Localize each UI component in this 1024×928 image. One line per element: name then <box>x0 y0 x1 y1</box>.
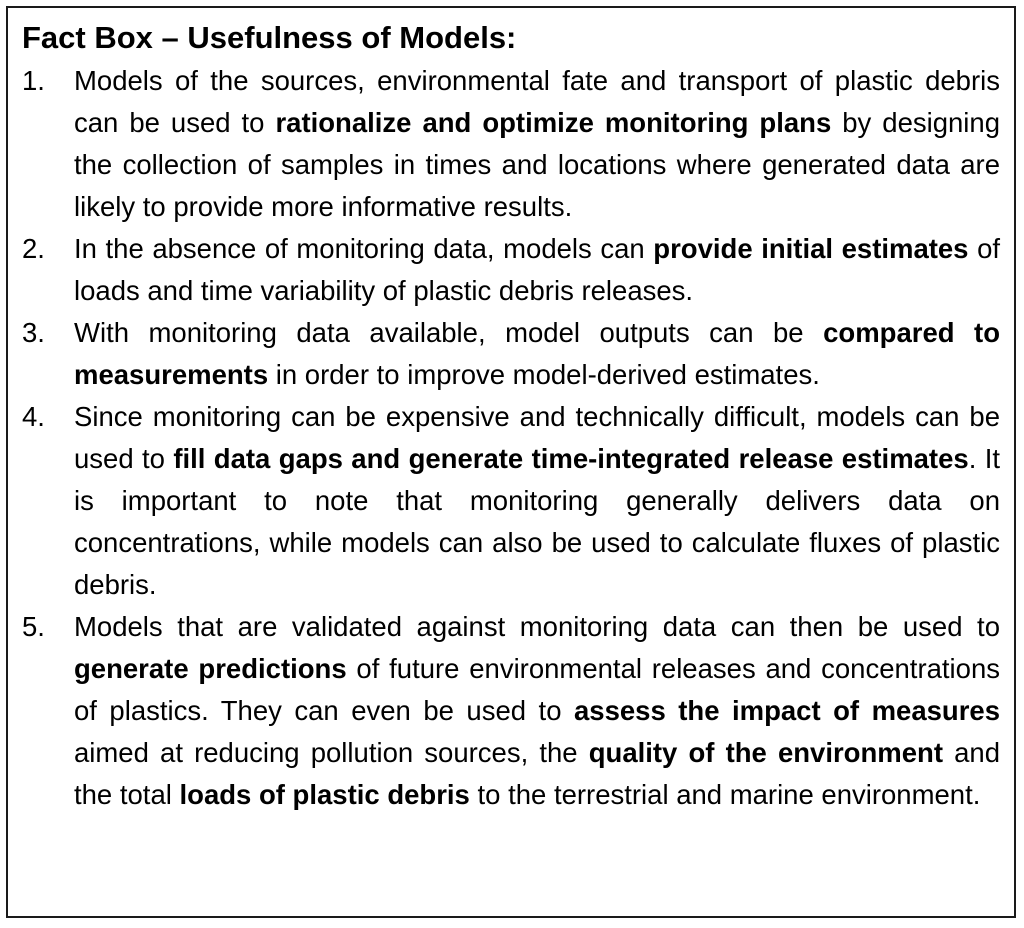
item-number: 4. <box>22 401 45 432</box>
list-item-4 <box>22 396 1000 606</box>
item-text-bold: quality of the environment <box>588 737 943 768</box>
item-number: 5. <box>22 611 45 642</box>
item-text: by designing the collection of samples in times and locations where generated data are likely to provide more informative results. <box>74 107 1001 222</box>
list-item-3 <box>22 312 1000 396</box>
item-text: aimed at reducing pollution sources, the <box>74 737 589 768</box>
item-text: of future environmental releases and concentrations of plastics. They can even be used to <box>74 653 1000 726</box>
fact-box <box>6 6 1016 918</box>
list-item-1 <box>22 60 1000 228</box>
item-text-bold: assess the impact of measures <box>574 695 1001 726</box>
item-text: to the terrestrial and marine environment. <box>469 779 981 810</box>
item-text: . It is important to note that monitoring generally delivers data on concentrations, while models can also be used to calculate fluxes of plastic debris. <box>74 443 1000 600</box>
item-number: 1. <box>22 65 45 96</box>
item-text: Models of the sources, environmental fate and transport of plastic debris can be used to <box>74 65 1000 138</box>
item-text: in order to improve model-derived estimates. <box>268 359 820 390</box>
item-text: In the absence of monitoring data, models can <box>74 233 654 264</box>
list-item-2 <box>22 228 1000 312</box>
item-number: 2. <box>22 233 45 264</box>
item-text-bold: generate predictions <box>74 653 347 684</box>
item-number: 3. <box>22 317 45 348</box>
item-text: Models that are validated against monitoring data can then be used to <box>74 611 1000 642</box>
item-text-bold: rationalize and optimize monitoring plans <box>275 107 832 138</box>
item-text: and the total <box>74 737 1000 810</box>
item-text-bold: fill data gaps and generate time-integrated release estimates <box>173 443 969 474</box>
item-text-bold: loads of plastic debris <box>179 779 470 810</box>
list-item-5 <box>22 606 1000 816</box>
item-text-bold: provide initial estimates <box>653 233 969 264</box>
item-text: Since monitoring can be expensive and technically difficult, models can be used to <box>74 401 1000 474</box>
item-text: With monitoring data available, model outputs can be <box>74 317 824 348</box>
item-text: of loads and time variability of plastic debris releases. <box>74 233 1001 306</box>
item-text-bold: compared to measurements <box>74 317 1000 390</box>
fact-list <box>22 60 1000 816</box>
fact-box-title: Fact Box – Usefulness of Models: <box>22 20 517 55</box>
